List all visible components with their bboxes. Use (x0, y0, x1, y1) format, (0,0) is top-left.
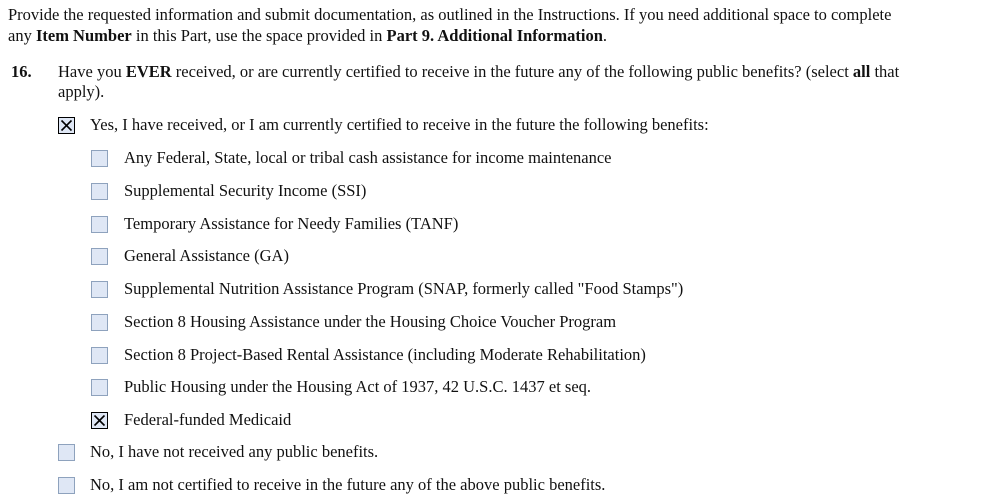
option-no-received[interactable] (58, 441, 378, 463)
benefit-option[interactable] (91, 376, 591, 398)
benefit-label: Supplemental Security Income (SSI) (124, 181, 367, 200)
benefit-checkbox[interactable] (91, 314, 108, 331)
part9-reference: Part 9. Additional Information (386, 26, 603, 45)
no-certified-label: No, I am not certified to receive in the future any of the above public benefits. (90, 475, 606, 494)
yes-received-label: Yes, I have received, or I am currently certified to receive in the future the following benefits: (90, 115, 709, 134)
benefit-option[interactable] (91, 278, 683, 300)
benefit-label: Temporary Assistance for Needy Families (TANF) (124, 214, 459, 233)
benefit-option[interactable] (91, 180, 366, 202)
no-received-checkbox[interactable] (58, 444, 75, 461)
all-emphasis: all (852, 62, 871, 81)
question-text: Have you (58, 62, 126, 81)
benefit-checkbox[interactable] (91, 281, 108, 298)
benefit-label: Federal-funded Medicaid (124, 410, 292, 429)
benefit-label: Section 8 Housing Assistance under the Housing Choice Voucher Program (124, 312, 617, 331)
benefit-option[interactable] (91, 245, 289, 267)
check-x-icon (92, 413, 107, 428)
benefit-option[interactable] (91, 311, 616, 333)
check-x-icon (59, 118, 74, 133)
question-number: 16. (11, 62, 32, 81)
yes-received-checkbox[interactable] (58, 117, 75, 134)
benefit-label: Public Housing under the Housing Act of 1937, 42 U.S.C. 1437 et seq. (124, 377, 592, 396)
benefit-label: Supplemental Nutrition Assistance Program (SNAP, formerly called "Food Stamps") (124, 279, 684, 298)
question-text: that (870, 62, 900, 81)
no-received-label: No, I have not received any public benefits. (90, 442, 379, 461)
instructions-text: in this Part, use the space provided in (131, 26, 387, 45)
instructions-line-2 (8, 26, 607, 46)
instructions-line-1 (8, 5, 891, 25)
instructions-text: any (8, 26, 36, 45)
question-text: received, or are currently certified to receive in the future any of the following public benefits? (select (171, 62, 853, 81)
benefit-label: General Assistance (GA) (124, 246, 289, 265)
question-text-line-2 (58, 82, 104, 102)
benefit-checkbox[interactable] (91, 379, 108, 396)
option-yes-received[interactable] (58, 114, 709, 136)
benefit-label: Section 8 Project-Based Rental Assistance (including Moderate Rehabilitation) (124, 345, 646, 364)
benefit-checkbox[interactable] (91, 248, 108, 265)
instructions-text: . (602, 26, 608, 45)
ever-emphasis: EVER (125, 62, 172, 81)
instructions-text: Provide the requested information and submit documentation, as outlined in the Instructions. If you need additional space to complete (8, 5, 892, 24)
benefit-option[interactable] (91, 344, 646, 366)
no-certified-checkbox[interactable] (58, 477, 75, 494)
option-no-certified[interactable] (58, 474, 605, 496)
benefit-checkbox[interactable] (91, 150, 108, 167)
benefit-option[interactable] (91, 147, 611, 169)
benefit-option[interactable] (91, 409, 291, 431)
benefit-option[interactable] (91, 213, 458, 235)
benefit-checkbox[interactable] (91, 412, 108, 429)
benefit-checkbox[interactable] (91, 216, 108, 233)
benefit-checkbox[interactable] (91, 347, 108, 364)
item-number-emphasis: Item Number (35, 26, 132, 45)
question-text-line-1 (58, 62, 899, 82)
benefit-checkbox[interactable] (91, 183, 108, 200)
benefit-label: Any Federal, State, local or tribal cash assistance for income maintenance (124, 148, 612, 167)
question-text: apply). (58, 82, 105, 101)
